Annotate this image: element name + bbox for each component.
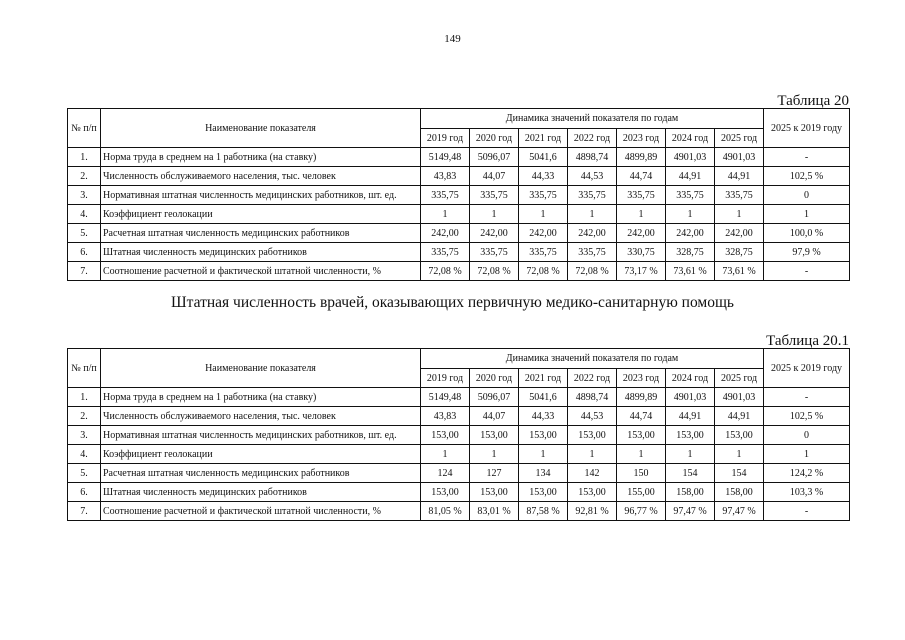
year-value: 127 <box>470 464 519 483</box>
year-value: 1 <box>519 205 568 224</box>
comparison-value: 0 <box>764 186 850 205</box>
row-number: 3. <box>68 426 101 445</box>
table-label: Таблица 20 <box>777 93 849 109</box>
year-value: 1 <box>568 205 617 224</box>
header-year: 2024 год <box>666 129 715 148</box>
year-value: 335,75 <box>617 186 666 205</box>
comparison-value: 103,3 % <box>764 483 850 502</box>
table-row <box>68 426 850 445</box>
year-value: 72,08 % <box>470 262 519 281</box>
indicator-name: Соотношение расчетной и фактической штатной численности, % <box>101 262 421 281</box>
year-value: 5041,6 <box>519 148 568 167</box>
year-value: 328,75 <box>666 243 715 262</box>
header-dynamics: Динамика значений показателя по годам <box>421 109 764 129</box>
year-value: 87,58 % <box>519 502 568 521</box>
year-value: 73,61 % <box>715 262 764 281</box>
year-value: 335,75 <box>715 186 764 205</box>
year-value: 153,00 <box>568 483 617 502</box>
row-number: 4. <box>68 445 101 464</box>
year-value: 1 <box>666 205 715 224</box>
indicator-name: Расчетная штатная численность медицинских работников <box>101 224 421 243</box>
comparison-value: 0 <box>764 426 850 445</box>
year-value: 4901,03 <box>666 148 715 167</box>
indicator-name: Соотношение расчетной и фактической штатной численности, % <box>101 502 421 521</box>
year-value: 155,00 <box>617 483 666 502</box>
row-number: 2. <box>68 167 101 186</box>
year-value: 242,00 <box>568 224 617 243</box>
year-value: 1 <box>470 205 519 224</box>
row-number: 5. <box>68 464 101 483</box>
year-value: 153,00 <box>715 426 764 445</box>
year-value: 4898,74 <box>568 148 617 167</box>
year-value: 5041,6 <box>519 388 568 407</box>
year-value: 242,00 <box>519 224 568 243</box>
year-value: 153,00 <box>421 483 470 502</box>
indicator-table <box>67 348 850 521</box>
comparison-value: 1 <box>764 205 850 224</box>
indicator-name: Нормативная штатная численность медицинских работников, шт. ед. <box>101 186 421 205</box>
year-value: 5149,48 <box>421 388 470 407</box>
year-value: 242,00 <box>421 224 470 243</box>
header-indicator-name: Наименование показателя <box>101 349 421 388</box>
table-row <box>68 262 850 281</box>
year-value: 150 <box>617 464 666 483</box>
year-value: 335,75 <box>519 186 568 205</box>
table-row <box>68 243 850 262</box>
row-number: 1. <box>68 148 101 167</box>
indicator-name: Коэффициент геолокации <box>101 445 421 464</box>
year-value: 4901,03 <box>715 148 764 167</box>
year-value: 4901,03 <box>715 388 764 407</box>
year-value: 44,91 <box>715 167 764 186</box>
table-row <box>68 186 850 205</box>
year-value: 124 <box>421 464 470 483</box>
section-heading: Штатная численность врачей, оказывающих первичную медико-санитарную помощь <box>171 294 734 311</box>
indicator-name: Штатная численность медицинских работников <box>101 483 421 502</box>
row-number: 6. <box>68 483 101 502</box>
header-year: 2022 год <box>568 129 617 148</box>
year-value: 335,75 <box>519 243 568 262</box>
year-value: 44,53 <box>568 167 617 186</box>
page-number: 149 <box>444 33 461 45</box>
year-value: 44,74 <box>617 167 666 186</box>
year-value: 335,75 <box>666 186 715 205</box>
comparison-value: - <box>764 502 850 521</box>
year-value: 153,00 <box>666 426 715 445</box>
header-number: № п/п <box>68 109 101 148</box>
year-value: 4898,74 <box>568 388 617 407</box>
year-value: 92,81 % <box>568 502 617 521</box>
row-number: 4. <box>68 205 101 224</box>
year-value: 335,75 <box>470 243 519 262</box>
year-value: 44,33 <box>519 407 568 426</box>
table-row <box>68 167 850 186</box>
indicator-name: Штатная численность медицинских работников <box>101 243 421 262</box>
row-number: 6. <box>68 243 101 262</box>
year-value: 335,75 <box>470 186 519 205</box>
year-value: 1 <box>715 445 764 464</box>
year-value: 1 <box>568 445 617 464</box>
year-value: 1 <box>470 445 519 464</box>
year-value: 44,74 <box>617 407 666 426</box>
year-value: 142 <box>568 464 617 483</box>
header-year: 2020 год <box>470 129 519 148</box>
year-value: 335,75 <box>421 186 470 205</box>
comparison-value: - <box>764 388 850 407</box>
year-value: 44,33 <box>519 167 568 186</box>
indicator-table <box>67 108 850 281</box>
comparison-value: 100,0 % <box>764 224 850 243</box>
year-value: 5149,48 <box>421 148 470 167</box>
year-value: 158,00 <box>666 483 715 502</box>
year-value: 1 <box>666 445 715 464</box>
year-value: 72,08 % <box>421 262 470 281</box>
year-value: 154 <box>715 464 764 483</box>
header-comparison: 2025 к 2019 году <box>764 349 850 388</box>
comparison-value: 97,9 % <box>764 243 850 262</box>
row-number: 7. <box>68 262 101 281</box>
year-value: 96,77 % <box>617 502 666 521</box>
year-value: 43,83 <box>421 407 470 426</box>
year-value: 242,00 <box>715 224 764 243</box>
year-value: 43,83 <box>421 167 470 186</box>
header-indicator-name: Наименование показателя <box>101 109 421 148</box>
table-row <box>68 148 850 167</box>
header-year: 2023 год <box>617 129 666 148</box>
header-year: 2025 год <box>715 369 764 388</box>
table-row <box>68 502 850 521</box>
year-value: 335,75 <box>568 243 617 262</box>
year-value: 153,00 <box>470 483 519 502</box>
year-value: 4901,03 <box>666 388 715 407</box>
year-value: 1 <box>617 445 666 464</box>
header-year: 2021 год <box>519 129 568 148</box>
header-year: 2019 год <box>421 369 470 388</box>
table-label: Таблица 20.1 <box>766 333 849 349</box>
year-value: 44,53 <box>568 407 617 426</box>
year-value: 72,08 % <box>568 262 617 281</box>
row-number: 1. <box>68 388 101 407</box>
year-value: 72,08 % <box>519 262 568 281</box>
header-dynamics: Динамика значений показателя по годам <box>421 349 764 369</box>
indicator-name: Коэффициент геолокации <box>101 205 421 224</box>
year-value: 73,61 % <box>666 262 715 281</box>
header-year: 2021 год <box>519 369 568 388</box>
year-value: 134 <box>519 464 568 483</box>
year-value: 73,17 % <box>617 262 666 281</box>
year-value: 1 <box>519 445 568 464</box>
year-value: 44,91 <box>666 407 715 426</box>
header-year: 2020 год <box>470 369 519 388</box>
table-row <box>68 483 850 502</box>
table-row <box>68 407 850 426</box>
header-year: 2023 год <box>617 369 666 388</box>
indicator-name: Расчетная штатная численность медицинских работников <box>101 464 421 483</box>
table-row <box>68 464 850 483</box>
year-value: 153,00 <box>519 426 568 445</box>
year-value: 44,91 <box>715 407 764 426</box>
indicator-name: Норма труда в среднем на 1 работника (на ставку) <box>101 148 421 167</box>
year-value: 4899,89 <box>617 388 666 407</box>
table-row <box>68 445 850 464</box>
year-value: 153,00 <box>519 483 568 502</box>
header-year: 2022 год <box>568 369 617 388</box>
year-value: 1 <box>421 205 470 224</box>
year-value: 153,00 <box>421 426 470 445</box>
table-row <box>68 388 850 407</box>
comparison-value: - <box>764 262 850 281</box>
year-value: 154 <box>666 464 715 483</box>
year-value: 5096,07 <box>470 148 519 167</box>
comparison-value: 124,2 % <box>764 464 850 483</box>
year-value: 81,05 % <box>421 502 470 521</box>
row-number: 5. <box>68 224 101 243</box>
header-year: 2025 год <box>715 129 764 148</box>
comparison-value: - <box>764 148 850 167</box>
year-value: 242,00 <box>470 224 519 243</box>
year-value: 44,91 <box>666 167 715 186</box>
comparison-value: 102,5 % <box>764 167 850 186</box>
year-value: 153,00 <box>470 426 519 445</box>
year-value: 335,75 <box>568 186 617 205</box>
comparison-value: 102,5 % <box>764 407 850 426</box>
indicator-name: Численность обслуживаемого населения, тыс. человек <box>101 167 421 186</box>
year-value: 1 <box>421 445 470 464</box>
year-value: 97,47 % <box>666 502 715 521</box>
year-value: 158,00 <box>715 483 764 502</box>
row-number: 3. <box>68 186 101 205</box>
year-value: 153,00 <box>617 426 666 445</box>
header-year: 2019 год <box>421 129 470 148</box>
row-number: 7. <box>68 502 101 521</box>
table-row <box>68 205 850 224</box>
header-comparison: 2025 к 2019 году <box>764 109 850 148</box>
year-value: 1 <box>715 205 764 224</box>
year-value: 97,47 % <box>715 502 764 521</box>
year-value: 5096,07 <box>470 388 519 407</box>
year-value: 335,75 <box>421 243 470 262</box>
row-number: 2. <box>68 407 101 426</box>
header-year: 2024 год <box>666 369 715 388</box>
year-value: 328,75 <box>715 243 764 262</box>
year-value: 1 <box>617 205 666 224</box>
year-value: 44,07 <box>470 167 519 186</box>
year-value: 44,07 <box>470 407 519 426</box>
year-value: 4899,89 <box>617 148 666 167</box>
indicator-name: Численность обслуживаемого населения, тыс. человек <box>101 407 421 426</box>
header-number: № п/п <box>68 349 101 388</box>
indicator-name: Норма труда в среднем на 1 работника (на ставку) <box>101 388 421 407</box>
indicator-name: Нормативная штатная численность медицинских работников, шт. ед. <box>101 426 421 445</box>
comparison-value: 1 <box>764 445 850 464</box>
year-value: 330,75 <box>617 243 666 262</box>
year-value: 153,00 <box>568 426 617 445</box>
year-value: 242,00 <box>666 224 715 243</box>
year-value: 83,01 % <box>470 502 519 521</box>
table-row <box>68 224 850 243</box>
year-value: 242,00 <box>617 224 666 243</box>
